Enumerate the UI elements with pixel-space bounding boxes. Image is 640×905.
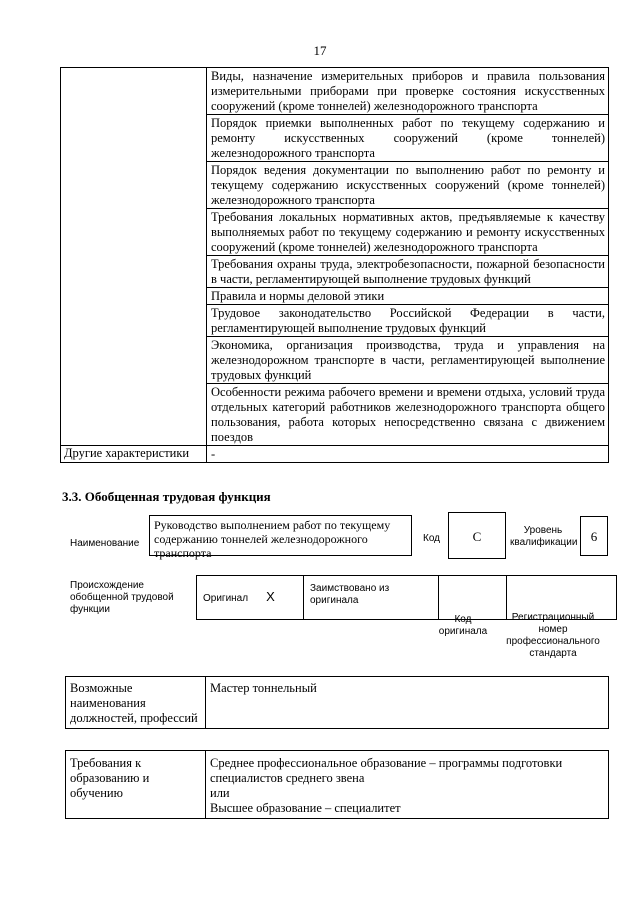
positions-table (65, 676, 609, 729)
knowledge-row: Особенности режима рабочего времени и времени отдыха, условий труда отдельных категорий работников железнодорожного транспорта общего пользования, работа которых непосредственно связана с движением поездов (207, 384, 609, 446)
code-original-label: Код оригинала (438, 614, 488, 637)
education-table (65, 750, 609, 819)
qualification-level-value: 6 (580, 516, 608, 556)
reg-number-label: Регистрационный номер профессионального стандарта (506, 612, 600, 659)
code-original-cell (439, 576, 507, 620)
knowledge-row: Требования локальных нормативных актов, предъявляемые к качеству выполняемых работ по текущему содержанию и ремонту искусственных сооружений (кроме тоннелей) железнодорожного транспорта (207, 209, 609, 256)
education-value (206, 751, 609, 819)
borrowed-label: Заимствовано из оригинала (304, 576, 439, 620)
origin-label: Происхождение обобщенной трудовой функции (70, 580, 174, 615)
knowledge-row: Виды, назначение измерительных приборов и правила пользования измерительными приборами при проверке состояния искусственных сооружений (кроме тоннелей) железнодорожного транспорта (207, 68, 609, 115)
function-code-value: C (448, 512, 506, 559)
original-cell (197, 576, 304, 620)
knowledge-row: Требования охраны труда, электробезопасности, пожарной безопасности в части, регламентирующей выполнение трудовых функций (207, 256, 609, 288)
other-characteristics-value: - (207, 446, 609, 463)
page-number: 17 (313, 43, 327, 58)
other-characteristics-label: Другие характеристики (61, 446, 207, 463)
education-line: или (210, 786, 230, 800)
knowledge-row: Порядок приемки выполненных работ по текущему содержанию и ремонту искусственных сооружений (кроме тоннелей) железнодорожного транспорта (207, 115, 609, 162)
function-code-label: Код (423, 533, 441, 544)
knowledge-row: Трудовое законодательство Российской Федерации в части, регламентирующей выполнение трудовых функций (207, 305, 609, 337)
knowledge-row: Правила и нормы деловой этики (207, 288, 609, 305)
positions-value: Мастер тоннельный (206, 677, 609, 729)
knowledge-row: Порядок ведения документации по выполнению работ по ремонту и текущему содержанию искусственных сооружений (кроме тоннелей) железнодорожного транспорта (207, 162, 609, 209)
knowledge-table (60, 67, 609, 463)
education-line: Высшее образование – специалитет (210, 801, 401, 815)
education-label: Требования к образованию и обучению (66, 751, 206, 819)
function-name-value: Руководство выполнением работ по текущему содержанию тоннелей железнодорожного транспорта (149, 515, 412, 556)
function-name-label: Наименование (70, 538, 140, 549)
qualification-level-label: Уровень квалификации (510, 525, 578, 548)
positions-label: Возможные наименования должностей, профессий (66, 677, 206, 729)
section-title: 3.3. Обобщенная трудовая функция (62, 489, 271, 504)
knowledge-label-cell (61, 68, 207, 446)
original-label: Оригинал (203, 592, 249, 604)
original-mark: Х (266, 588, 275, 604)
education-line: Среднее профессиональное образование – программы подготовки специалистов среднего звена (210, 756, 563, 785)
knowledge-row: Экономика, организация производства, труда и управления на железнодорожном транспорте в части, регламентирующей выполнение трудовых функций (207, 337, 609, 384)
